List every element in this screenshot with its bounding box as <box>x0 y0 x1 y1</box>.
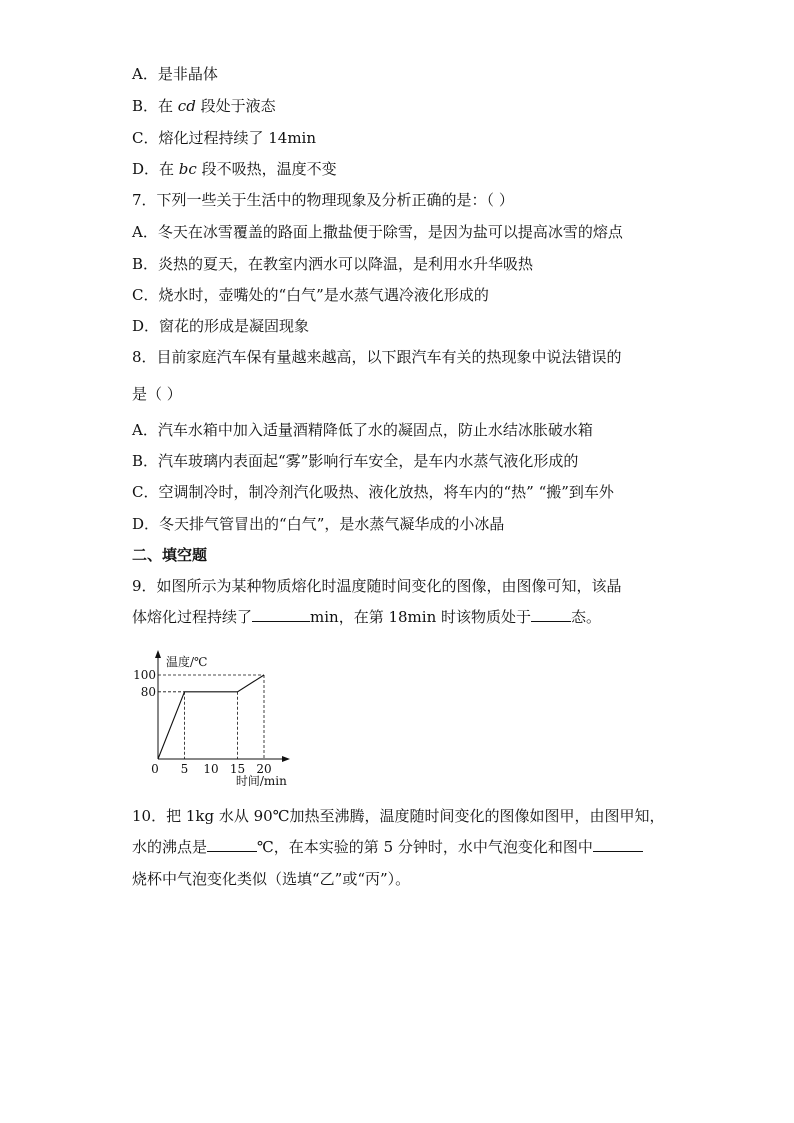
series-line <box>158 675 264 759</box>
chart-marks <box>158 675 264 759</box>
q9-line2-c: 态。 <box>571 608 602 626</box>
x-tick-label-20: 20 <box>256 762 272 776</box>
q9-blank-state[interactable] <box>531 607 571 622</box>
section-title: 二、填空题 <box>132 546 208 564</box>
x-axis-label: 时间/min <box>235 774 287 788</box>
q10-line1: 10．把 1kg 水从 90℃加热至沸腾，温度随时间变化的图像如图甲，由图甲知， <box>132 807 665 825</box>
x-tick-label-10: 10 <box>203 762 219 776</box>
q6-option-d-prefix: D．在 <box>132 160 179 178</box>
q7-stem: 7．下列一些关于生活中的物理现象及分析正确的是：（ ） <box>132 191 514 209</box>
x-tick-label-5: 5 <box>180 762 189 776</box>
q9-line2 <box>132 607 601 627</box>
q6-option-b-var: cd <box>177 97 196 115</box>
q6-option-d-suffix: 段不吸热，温度不变 <box>196 160 337 178</box>
q6-option-b-suffix: 段处于液态 <box>195 97 276 115</box>
q10-line3: 烧杯中气泡变化类似（选填“乙”或“丙”）。 <box>132 870 411 888</box>
q6-option-b-prefix: B．在 <box>132 97 178 115</box>
q8-option-b: B．汽车玻璃内表面起“雾”影响行车安全，是车内水蒸气液化形成的 <box>132 452 579 470</box>
x-tick-label-15: 15 <box>229 762 246 776</box>
q7-option-b: B．炎热的夏天，在教室内洒水可以降温，是利用水升华吸热 <box>132 255 534 273</box>
y-tick-label-100: 100 <box>133 668 156 682</box>
q7-option-d: D．窗花的形成是凝固现象 <box>132 317 310 335</box>
q8-stem-line2: 是（ ） <box>132 385 182 403</box>
q6-option-d <box>132 159 337 179</box>
q9-line2-a: 体熔化过程持续了 <box>132 608 253 626</box>
x-tick-label-0: 0 <box>151 762 159 776</box>
y-axis-label: 温度/℃ <box>166 655 208 669</box>
q8-option-d: D．冬天排气管冒出的“白气”，是水蒸气凝华成的小冰晶 <box>132 515 505 533</box>
y-axis-arrow <box>155 650 161 658</box>
q10-blank-boiling-point[interactable] <box>207 837 257 852</box>
q10-line2 <box>132 837 643 857</box>
y-tick-label-80: 80 <box>140 684 156 699</box>
q7-option-c: C．烧水时，壶嘴处的“白气”是水蒸气遇冷液化形成的 <box>132 286 489 304</box>
q6-option-c: C．熔化过程持续了 14min <box>132 129 317 147</box>
x-axis-arrow <box>282 756 290 762</box>
q9-blank-duration[interactable] <box>252 607 310 622</box>
q10-line2-b: ℃，在本实验的第 5 分钟时，水中气泡变化和图中 <box>257 838 593 856</box>
q6-option-a: A．是非晶体 <box>132 65 218 83</box>
q8-stem-line1: 8．目前家庭汽车保有量越来越高，以下跟汽车有关的热现象中说法错误的 <box>132 348 622 366</box>
q8-option-a: A．汽车水箱中加入适量酒精降低了水的凝固点，防止水结冰胀破水箱 <box>132 421 593 439</box>
q9-line1: 9．如图所示为某种物质熔化时温度随时间变化的图像，由图像可知，该晶 <box>132 577 622 595</box>
q7-option-a: A．冬天在冰雪覆盖的路面上撒盐便于除雪，是因为盐可以提高冰雪的熔点 <box>132 223 623 241</box>
q10-line2-a: 水的沸点是 <box>132 838 208 856</box>
q6-option-b <box>132 96 276 116</box>
q9-line2-b: min，在第 18min 时该物质处于 <box>310 608 532 626</box>
q10-blank-beaker[interactable] <box>593 837 643 852</box>
q6-option-d-var: bc <box>178 160 197 178</box>
melting-curve-chart <box>133 644 300 790</box>
chart-guides <box>158 675 264 759</box>
q8-option-c: C．空调制冷时，制冷剂汽化吸热、液化放热，将车内的“热” “搬”到车外 <box>132 483 614 501</box>
